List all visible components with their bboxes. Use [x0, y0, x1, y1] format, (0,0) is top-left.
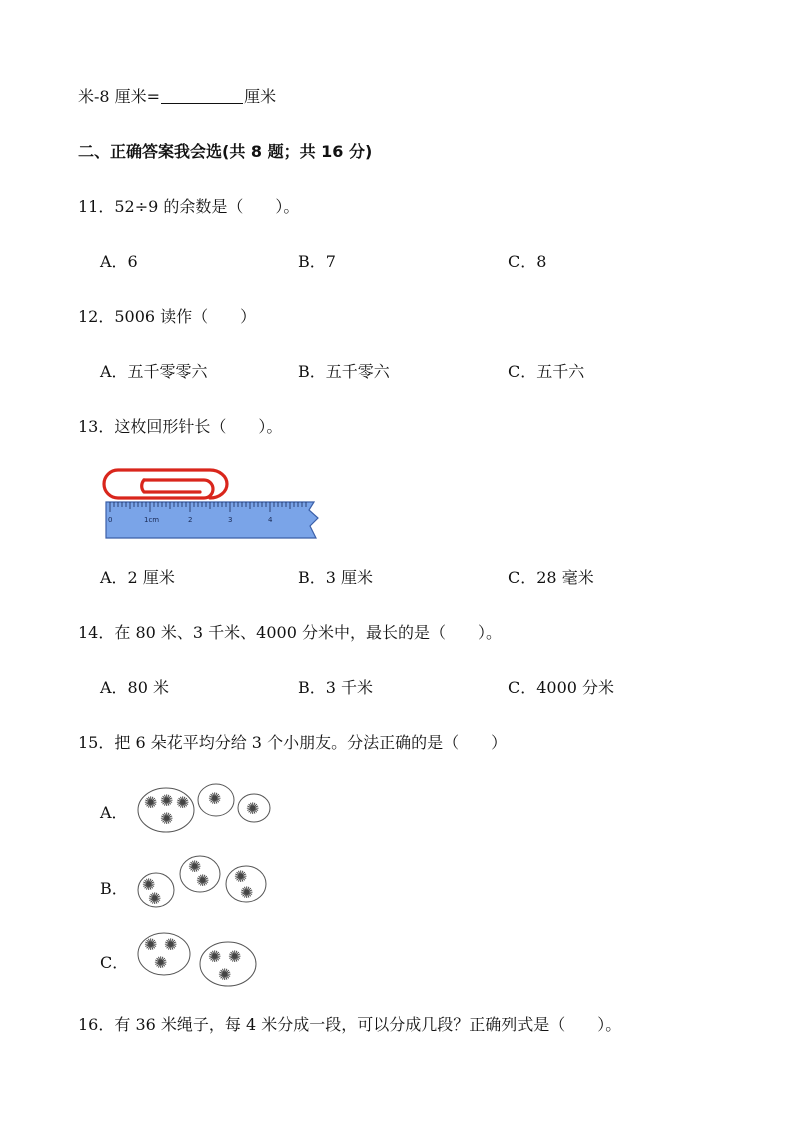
question-13-option-c[interactable]: C．28 毫米 [508, 568, 594, 587]
svg-text:✺: ✺ [144, 793, 158, 812]
svg-text:✺: ✺ [154, 953, 168, 972]
ruler-tick-label-1: 1cm [144, 516, 160, 524]
flower-icon [144, 789, 259, 828]
paperclip-icon [104, 470, 227, 498]
svg-text:✺: ✺ [234, 867, 248, 886]
top-line-before: 米-8 厘米= [78, 87, 161, 106]
option-label: A． [100, 803, 128, 822]
question-15-option-b[interactable] [100, 857, 300, 910]
question-11-option-a[interactable]: A．6 [100, 252, 138, 271]
svg-text:✺: ✺ [142, 875, 156, 894]
ruler-tick-label-0: 0 [108, 516, 113, 524]
flower-group-c [136, 932, 316, 992]
paperclip-ruler-figure [104, 462, 324, 542]
top-line-after: 厘米 [244, 87, 277, 106]
question-12-option-c[interactable]: C．五千六 [508, 362, 585, 381]
svg-text:✺: ✺ [196, 871, 210, 890]
question-14-option-a[interactable]: A．80 米 [100, 678, 170, 697]
question-12-option-b[interactable]: B．五千零六 [298, 362, 390, 381]
question-13-option-b[interactable]: B．3 厘米 [298, 568, 374, 587]
question-14-option-c[interactable]: C．4000 分米 [508, 678, 615, 697]
question-12-stem: 12．5006 读作（ ） [78, 307, 257, 326]
ruler-tick-label-4: 4 [268, 516, 273, 524]
svg-text:✺: ✺ [188, 857, 202, 876]
question-13-stem: 13．这枚回形针长（ ）。 [78, 417, 283, 436]
question-12-option-a[interactable]: A．五千零零六 [100, 362, 208, 381]
question-15-stem: 15．把 6 朵花平均分给 3 个小朋友。分法正确的是（ ） [78, 733, 508, 752]
question-13-option-a[interactable]: A．2 厘米 [100, 568, 175, 587]
top-line [78, 87, 276, 107]
option-label: C． [100, 953, 129, 972]
svg-text:✺: ✺ [208, 789, 222, 808]
section-title: 二、正确答案我会选(共 8 题；共 16 分) [78, 142, 373, 161]
question-11-stem: 11．52÷9 的余数是（ ）。 [78, 197, 300, 216]
flower-group-b [136, 854, 316, 914]
svg-text:✺: ✺ [148, 889, 162, 908]
svg-text:✺: ✺ [208, 947, 222, 966]
svg-text:✺: ✺ [246, 799, 260, 818]
ruler-tick-label-2: 2 [188, 516, 193, 524]
question-11-option-c[interactable]: C．8 [508, 252, 547, 271]
svg-text:✺: ✺ [218, 965, 232, 984]
svg-text:✺: ✺ [160, 809, 174, 828]
svg-text:✺: ✺ [144, 935, 158, 954]
question-11-option-b[interactable]: B．7 [298, 252, 336, 271]
svg-text:✺: ✺ [160, 791, 174, 810]
ruler-icon [106, 502, 318, 538]
question-15-option-c[interactable] [100, 934, 300, 984]
question-14-option-b[interactable]: B．3 千米 [298, 678, 374, 697]
svg-text:✺: ✺ [176, 793, 190, 812]
option-label: B． [100, 879, 128, 898]
svg-text:✺: ✺ [228, 947, 242, 966]
ruler-tick-label-3: 3 [228, 516, 233, 524]
question-14-stem: 14．在 80 米、3 千米、4000 分米中，最长的是（ ）。 [78, 623, 502, 642]
question-15-option-a[interactable] [100, 786, 300, 836]
svg-text:✺: ✺ [164, 935, 178, 954]
svg-text:✺: ✺ [240, 883, 254, 902]
question-16-stem: 16．有 36 米绳子，每 4 米分成一段，可以分成几段？正确列式是（ ）。 [78, 1015, 622, 1034]
flower-group-a [136, 786, 316, 836]
answer-blank[interactable] [161, 87, 243, 104]
